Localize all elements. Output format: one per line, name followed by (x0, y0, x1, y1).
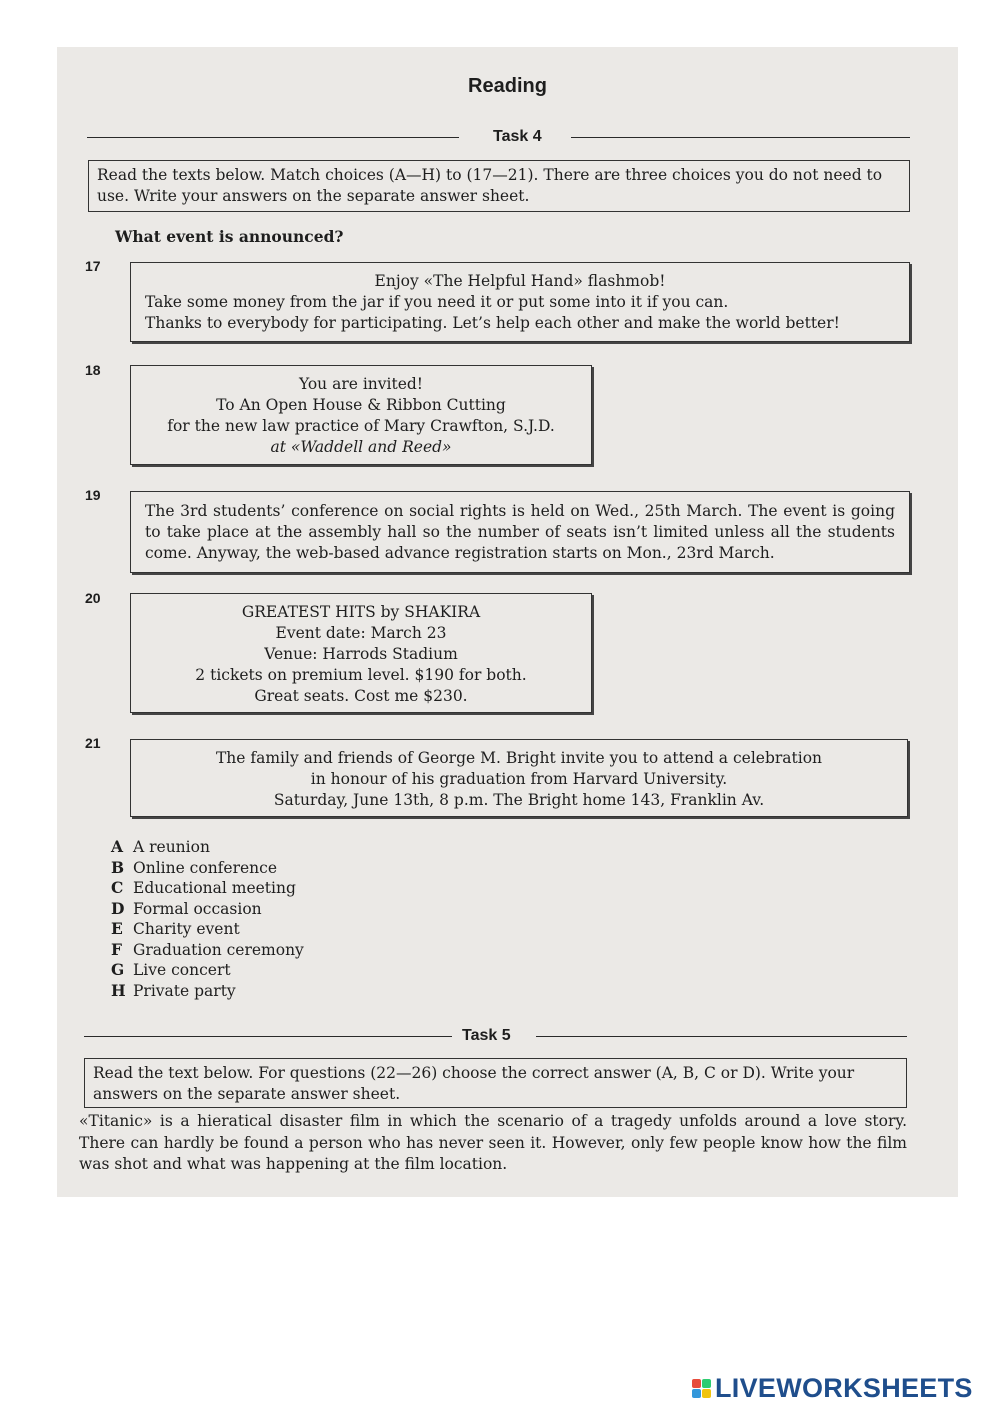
logo-square (702, 1389, 711, 1398)
titanic-passage: «Titanic» is a hieratical disaster film in which the scenario of a tragedy unfolds around a love story. There can hardly be found a person who has never seen it. However, only few people know how the film was shot and what was happening at the film location. (79, 1112, 907, 1173)
divider-line (536, 1036, 907, 1037)
choice-text: Live concert (133, 961, 231, 979)
reading-title: Reading (468, 75, 547, 97)
task5-divider (84, 1026, 907, 1046)
item-number: 21 (85, 735, 101, 751)
task4-label: Task 4 (493, 128, 542, 145)
announcement-line: To An Open House & Ribbon Cutting (216, 396, 506, 414)
task5-label: Task 5 (462, 1027, 511, 1044)
logo-text: LIVEWORKSHEETS (715, 1372, 973, 1403)
choice-letter: E (111, 919, 123, 938)
announcement-line: at «Waddell and Reed» (270, 438, 452, 456)
choice-item (111, 981, 304, 1002)
choice-item (111, 899, 304, 920)
announcement-line: GREATEST HITS by SHAKIRA (241, 603, 481, 621)
task4-instructions: Read the texts below. Match choices (A—H) to (17—21). There are three choices you do not need to use. Write your answers on the separate answer sheet. (88, 160, 910, 212)
choice-letter: G (111, 960, 125, 979)
logo-square (692, 1389, 701, 1398)
announcement-line: Thanks to everybody for participating. Let’s help each other and make the world better! (145, 314, 840, 332)
task5-instructions: Read the text below. For questions (22—26) choose the correct answer (A, B, C or D). Write your answers on the separate answer sheet. (84, 1058, 907, 1108)
announcement-17 (130, 262, 910, 342)
choice-item (111, 858, 304, 879)
item-number: 20 (85, 590, 101, 606)
announcement-line: Saturday, June 13th, 8 p.m. The Bright home 143, Franklin Av. (273, 791, 765, 809)
divider-line (87, 137, 459, 138)
announcement-line: Take some money from the jar if you need it or put some into it if you can. (145, 293, 729, 311)
choice-letter: A (111, 837, 124, 856)
logo-square (702, 1379, 711, 1388)
choice-text: A reunion (133, 838, 210, 856)
announcement-line: for the new law practice of Mary Crawfton, S.J.D. (167, 417, 555, 435)
announcement-19: The 3rd students’ conference on social rights is held on Wed., 25th March. The event is going to take place at the assembly hall so the number of seats isn’t limited unless all the students come. Anyway, the web-based advance registration starts on Mon., 23rd March. (130, 491, 910, 573)
item-number: 18 (85, 362, 101, 378)
announcement-18 (130, 365, 592, 465)
choice-letter: H (111, 980, 126, 1000)
divider-line (84, 1036, 452, 1037)
announcement-line: Venue: Harrods Stadium (264, 645, 458, 663)
choice-text: Formal occasion (133, 899, 262, 918)
choice-letter: D (111, 898, 125, 918)
choice-item (111, 919, 304, 940)
choice-letter: F (111, 939, 123, 959)
choice-item (111, 940, 304, 961)
announcement-line: You are invited! (298, 375, 424, 393)
announcement-line: in honour of his graduation from Harvard University. (310, 770, 728, 788)
choices-list (111, 837, 304, 1001)
choice-text: Educational meeting (133, 879, 296, 897)
choice-text: Online conference (133, 858, 278, 877)
announcement-line: Great seats. Cost me $230. (254, 687, 468, 705)
choice-letter: C (111, 878, 124, 897)
task4-question: What event is announced? (115, 227, 344, 246)
liveworksheets-logo (692, 1373, 973, 1403)
announcement-20 (130, 593, 592, 713)
choice-letter: B (111, 857, 125, 877)
logo-grid-icon (692, 1379, 711, 1398)
logo-square (692, 1379, 701, 1388)
announcement-line: Enjoy «The Helpful Hand» flashmob! (374, 272, 666, 290)
choice-item (111, 960, 304, 981)
worksheet-page (57, 47, 958, 1197)
divider-line (571, 137, 910, 138)
choice-item (111, 878, 304, 899)
choice-text: Charity event (133, 920, 240, 938)
item-number: 19 (85, 487, 101, 503)
task4-divider (87, 127, 910, 147)
announcement-line: The family and friends of George M. Bright invite you to attend a celebration (215, 749, 823, 767)
choice-text: Private party (133, 981, 236, 1000)
announcement-line: 2 tickets on premium level. $190 for both. (195, 666, 527, 684)
announcement-line: Event date: March 23 (275, 624, 447, 642)
choice-item (111, 837, 304, 858)
announcement-21 (130, 739, 908, 817)
item-number: 17 (85, 258, 101, 274)
choice-text: Graduation ceremony (133, 940, 304, 959)
